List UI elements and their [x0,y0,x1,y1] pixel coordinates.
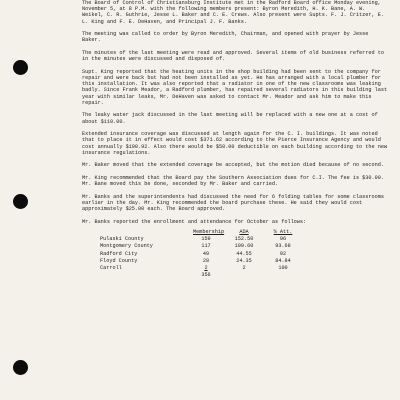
membership-value: 159 [201,236,211,243]
paragraph-attendance: The Board of Control of Christiansburg Institute met in the Radford Board office Monday evening, November 5, at 8 P.M. with the following members present: Byron Meredith, H. K. Bane, A. W. Weikel, C. R. Guthrie, Jesse L. Baker and C. E. Crews. Also present were Supts. F. J. Critzer, E. L. King and F. E. DeHaven, and Principal J. F. Banks. [82,0,384,25]
header-ada: ADA [239,229,249,235]
county-name: Pulaski County [100,236,144,243]
paragraph-folding-tables: Mr. Banks and the superintendents had discussed the need for 6 folding tables for some classrooms earlier in the day. Mr. King recommended the board purchase these. He said they would cost approximately $25.00 each. The Board approved. [82,193,384,213]
county-name: Floyd County [100,257,138,264]
paragraph-call-to-order: The meeting was called to order by Byron Meredith, Chairman, and opened with prayer by Jesse Baker. [82,31,369,44]
table-row [82,243,388,250]
membership-total: 356 [201,272,211,279]
punch-hole-middle [13,194,28,209]
membership-value: 49 [202,250,210,257]
attendance-value: 100 [278,264,288,271]
punch-hole-top [13,60,28,75]
membership-value: 28 [202,257,210,264]
paragraph-water-jack: The leaky water jack discussed in the last meeting will be replaced with a new one at a cost of about $110.00. [82,112,378,125]
ada-value: 44.55 [236,250,252,257]
membership-value: 2 [204,264,208,271]
meeting-minutes [82,0,388,279]
paragraph-insurance: Extended insurance coverage was discussed at length again for the C. I. buildings. It was noted that to place it in effect would cost $371.62 according to the Pierce Insurance Agency and would cost annually $190.92. Also there would be $50.00 deductible on each building according to the new insurance regulations. [82,131,388,156]
table-row [82,251,388,258]
enrollment-table [82,229,388,279]
attendance-value: 84.84 [275,257,291,264]
county-name: Carroll [100,264,122,271]
table-header-row [82,229,388,236]
county-name: Montgomery County [100,243,153,250]
table-total-row [82,272,388,279]
attendance-value: 96 [279,236,287,243]
ada-value: 2 [242,264,246,271]
county-name: Radford City [100,250,138,257]
paragraph-minutes-approved: The minutes of the last meeting were read and approved. Several items of old business referred to in the minutes were discussed and disposed of. [82,50,384,63]
attendance-value: 93.68 [275,243,291,250]
header-percent-attendance: % Att. [273,229,293,235]
ada-value: 152.50 [234,236,254,243]
ada-value: 109.60 [234,243,254,250]
header-membership: Membership [193,229,225,235]
membership-value: 117 [201,243,211,250]
ada-value: 24.35 [236,257,252,264]
paragraph-enrollment-intro: Mr. Banks reported the enrollment and attendance for October as follows: [82,218,307,225]
attendance-value: 92 [279,250,287,257]
paragraph-association-dues: Mr. King recommended that the Board pay the Southern Association dues for C.I. The fee is $30.00. Mr. Bane moved this be done, seconded by Mr. Baker and carried. [82,175,384,188]
paragraph-baker-motion: Mr. Baker moved that the extended coverage be accepted, but the motion died because of no second. [82,162,384,169]
paragraph-heating-repairs: Supt. King reported that the heating units in the shop building had been sent to the company for repair and were back but had not been installed as yet. He has arranged with a local plumber for this installation. It was also reported that a radiator in one of the new classrooms was leaking badly. Since Frank Meador, a Radford plumber, has repaired several radiators in this building last year with similar leaks, Mr. DeHaven was asked to contact Mr. Meador and ask him to make this repair. [82,68,388,106]
table-row [82,236,388,243]
table-row [82,265,388,272]
table-row [82,258,388,265]
punch-hole-bottom [13,360,28,375]
